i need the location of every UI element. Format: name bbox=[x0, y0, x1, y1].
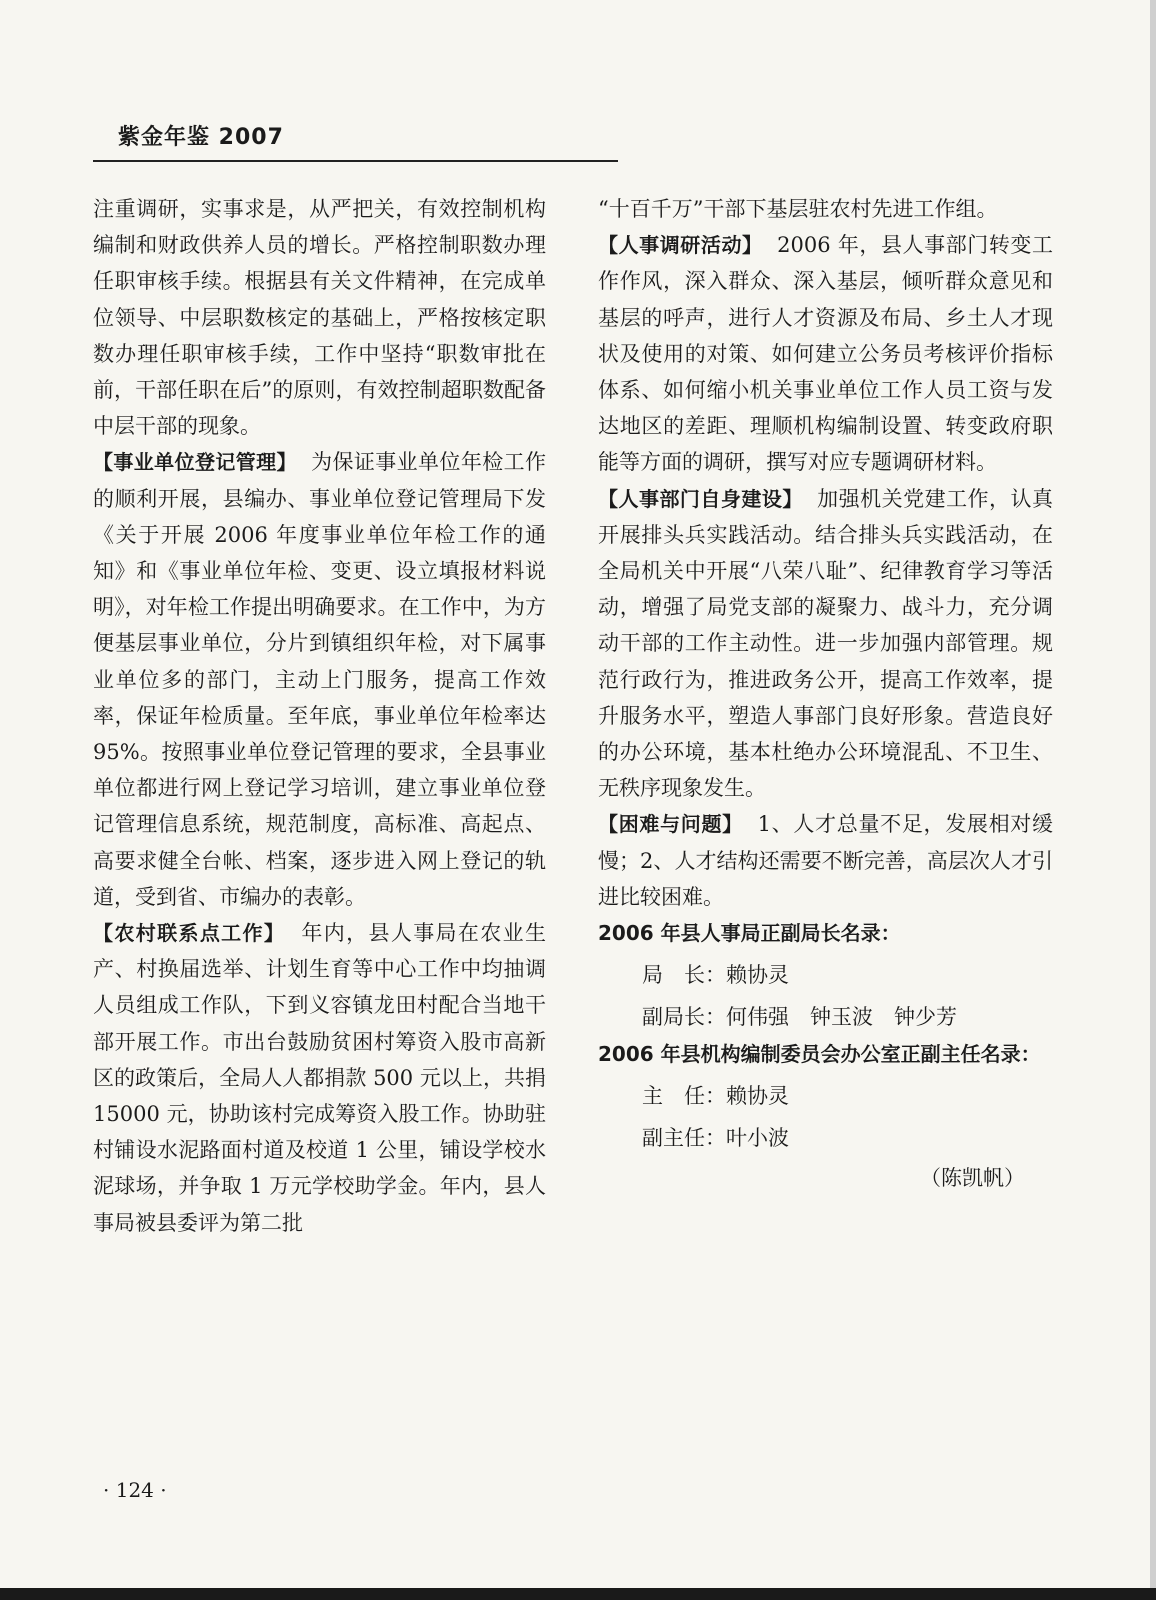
paragraph-text: 年内，县人事局在农业生产、村换届选举、计划生育等中心工作中均抽调人员组成工作队，下到义容镇龙田村配合当地干部开展工作。市出台鼓励贫困村筹资入股市高新区的政策后，全局人人都捐款 500 元以上，共捐 15000 元，协助该村完成筹资入股工作。协助驻村铺设水泥路面村道及校道 1 公里，铺设学校水泥球场，并争取 1 万元学校助学金。年内，县人事局被县委评为第二批 bbox=[93, 921, 547, 1235]
scan-bottom-band bbox=[0, 1588, 1156, 1600]
paragraph-text: 1、人才总量不足，发展相对缓慢；2、人才结构还需要不断完善，高层次人才引进比较困难。 bbox=[598, 812, 1053, 909]
page-number: · 124 · bbox=[103, 1478, 167, 1502]
paragraph-difficulties bbox=[598, 806, 1053, 915]
paragraph-self-building bbox=[598, 481, 1053, 807]
list-title-staffing-office: 2006 年县机构编制委员会办公室正副主任名录： bbox=[598, 1041, 1041, 1066]
list-row-office-director: 主 任：赖协灵 bbox=[642, 1083, 789, 1108]
paragraph-rural-contact bbox=[93, 915, 546, 1241]
section-heading: 【人事部门自身建设】 bbox=[598, 486, 803, 511]
paragraph-text: 为保证事业单位年检工作的顺利开展，县编办、事业单位登记管理局下发《关于开展 2006 年度事业单位年检工作的通知》和《事业单位年检、变更、设立填报材料说明》，对年检工作提出明确要求。在工作中，为方便基层事业单位，分片到镇组织年检，对下属事业单位多的部门，主动上门服务，提高工作效率，保证年检质量。至年底，事业单位年检率达 95%。按照事业单位登记管理的要求，全县事业单位都进行网上登记学习培训，建立事业单位登记管理信息系统，规范制度，高标准、高起点、高要求健全台帐、档案，逐步进入网上登记的轨道，受到省、市编办的表彰。 bbox=[93, 450, 547, 909]
section-heading: 【事业单位登记管理】 bbox=[93, 450, 297, 475]
list-row-director: 局 长：赖协灵 bbox=[642, 963, 789, 988]
paragraph-text: 2006 年，县人事部门转变工作作风，深入群众、深入基层，倾听群众意见和基层的呼声，进行人才资源及布局、乡土人才现状及使用的对策、如何建立公务员考核评价指标体系、如何缩小机关事业单位工作人员工资与发达地区的差距、理顺机构编制设置、转变政府职能等方面的调研，撰写对应专题调研材料。 bbox=[598, 233, 1054, 475]
paragraph-institution-registration bbox=[93, 444, 546, 915]
paragraph-personnel-research bbox=[598, 227, 1053, 480]
paragraph-text: “十百千万”干部下基层驻农村先进工作组。 bbox=[598, 197, 998, 221]
running-header: 紫金年鉴 2007 bbox=[118, 125, 284, 150]
paragraph-staffing-control bbox=[93, 191, 546, 444]
paragraph-text: 加强机关党建工作，认真开展排头兵实践活动。结合排头兵实践活动，在全局机关中开展“八荣八耻”、纪律教育学习等活动，增强了局党支部的凝聚力、战斗力，充分调动干部的工作主动性。进一步加强内部管理。规范行政行为，推进政务公开，提高工作效率，提升服务水平，塑造人事部门良好形象。营造良好的办公环境，基本杜绝办公环境混乱、不卫生、无秩序现象发生。 bbox=[598, 486, 1054, 801]
list-row-office-deputy: 副主任：叶小波 bbox=[642, 1126, 789, 1151]
section-heading: 【农村联系点工作】 bbox=[93, 921, 286, 946]
paragraph-continuation bbox=[598, 191, 1053, 227]
list-title-bureau-directors: 2006 年县人事局正副局长名录： bbox=[598, 921, 901, 946]
section-heading: 【人事调研活动】 bbox=[598, 233, 763, 258]
paragraph-text: 注重调研，实事求是，从严把关，有效控制机构编制和财政供养人员的增长。严格控制职数办理任职审核手续。根据县有关文件精神，在完成单位领导、中层职数核定的基础上，严格按核定职数办理任职审核手续，工作中坚持“职数审批在前，干部任职在后”的原则，有效控制超职数配备中层干部的现象。 bbox=[93, 197, 546, 439]
list-row-deputy-directors: 副局长：何伟强 钟玉波 钟少芳 bbox=[642, 1005, 957, 1030]
section-heading: 【困难与问题】 bbox=[598, 812, 743, 837]
header-rule bbox=[93, 160, 618, 162]
right-column bbox=[598, 191, 1053, 1196]
author-credit: （陈凯帆） bbox=[920, 1166, 1025, 1191]
left-column bbox=[93, 191, 546, 1241]
scan-edge bbox=[1150, 0, 1156, 1600]
